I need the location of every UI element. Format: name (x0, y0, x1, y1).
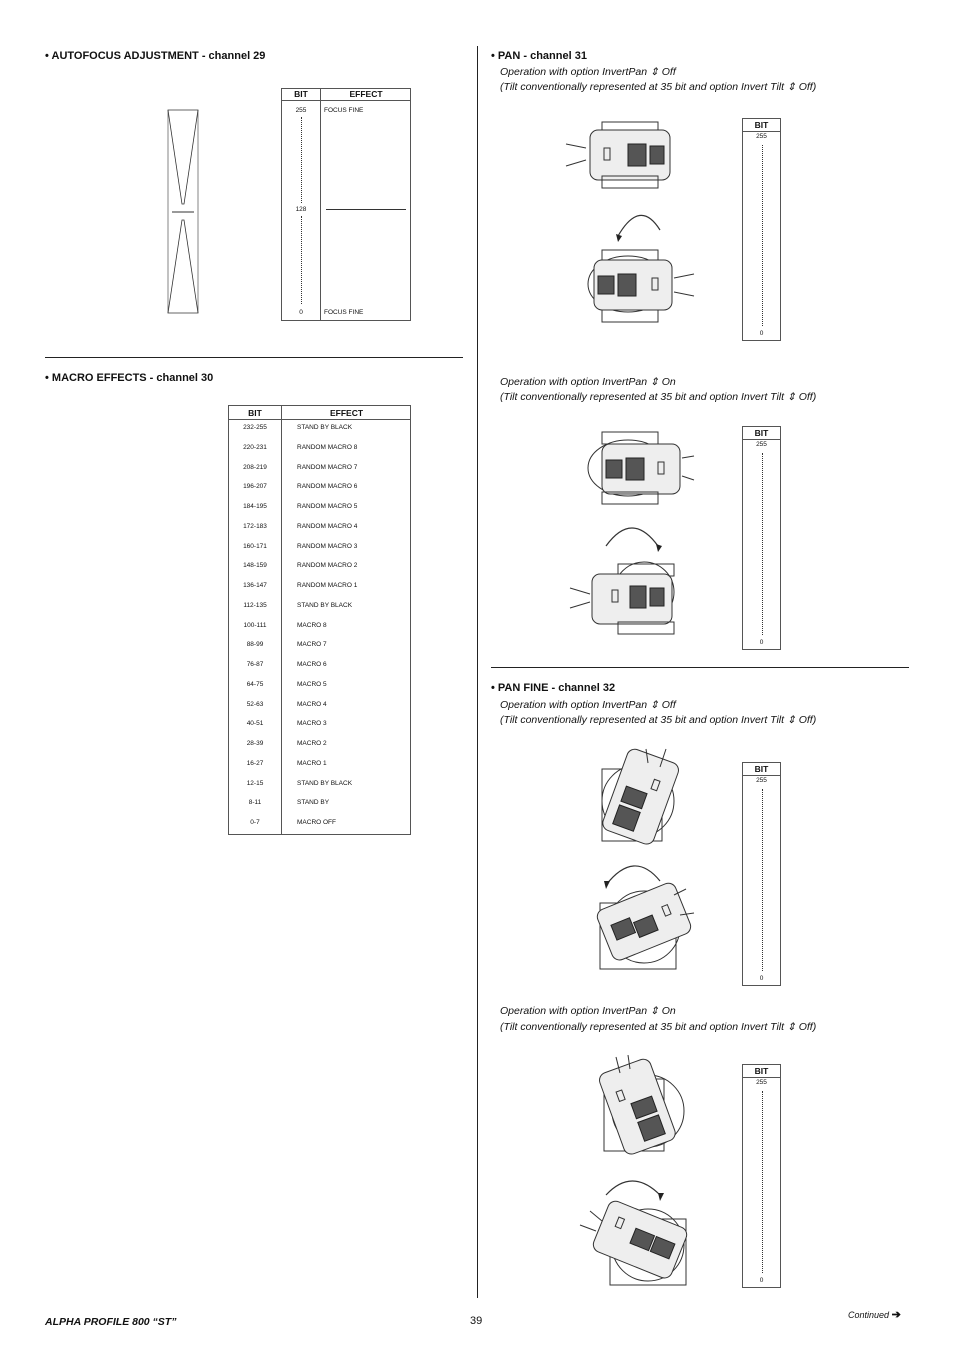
autofocus-effect-bottom: FOCUS FINE (324, 309, 364, 316)
panfine-op2-line2 (500, 1021, 816, 1033)
pan-op1-line1 (500, 66, 676, 78)
pan-op2-label: Operation with option InvertPan (500, 376, 651, 388)
bit-range-dots (762, 789, 763, 971)
panfine-bit-box-2 (742, 1064, 781, 1288)
autofocus-effect-top: FOCUS FINE (324, 107, 364, 114)
moving-head-diagram-panfine-off (588, 745, 700, 977)
pan-op1-note: (Tilt conventionally represented at 35 bit and option Invert Tilt (500, 81, 787, 93)
footer-product-name: ALPHA PROFILE 800 “ST” (45, 1316, 177, 1328)
macro-row-effect: RANDOM MACRO 6 (297, 483, 358, 491)
macro-header-rule (229, 419, 410, 420)
updown-arrow-icon: ⇕ (786, 1021, 796, 1033)
autofocus-dots-lower (301, 216, 302, 304)
panfine-op2-state: On (661, 1005, 676, 1017)
panfine-op1-label: Operation with option InvertPan (500, 699, 651, 711)
macro-row-bit: 52-63 (246, 700, 264, 708)
pan-op2-note-end: Off) (798, 391, 817, 403)
autofocus-header-rule (282, 100, 410, 101)
macro-row-effect: RANDOM MACRO 8 (297, 443, 358, 451)
macro-row-bit: 148-159 (243, 562, 267, 570)
bit-255: 255 (756, 777, 767, 784)
panfine-op1-line2 (500, 714, 816, 726)
bit-range-dots (762, 145, 763, 326)
updown-arrow-icon: ⇕ (650, 699, 659, 711)
autofocus-bit-128: 128 (295, 206, 307, 213)
macro-row-effect: MACRO 4 (297, 700, 327, 708)
panfine-op1-note: (Tilt conventionally represented at 35 bit and option Invert Tilt (500, 714, 787, 726)
macro-row-bit: 16-27 (246, 759, 264, 767)
updown-arrow-icon: ⇕ (786, 391, 796, 403)
autofocus-col-rule (320, 89, 321, 320)
arrow-right-icon: ➔ (891, 1309, 901, 1321)
footer-continued (848, 1308, 901, 1321)
macro-row-bit: 76-87 (246, 661, 264, 668)
macro-row-effect: STAND BY (297, 799, 330, 807)
macro-row-effect: RANDOM MACRO 5 (297, 503, 358, 510)
focus-beam-diagram (162, 108, 204, 316)
macro-row-effect: STAND BY BLACK (297, 424, 353, 431)
macro-row-effect: MACRO OFF (297, 819, 336, 826)
macro-row-bit: 232-255 (243, 424, 267, 431)
macro-row-effect: RANDOM MACRO 3 (297, 542, 358, 550)
macro-row-bit: 100-111 (243, 621, 267, 629)
macro-row-effect: MACRO 5 (297, 680, 327, 688)
pan-op2-state: On (661, 376, 676, 388)
pan-op1-state: Off (661, 66, 676, 78)
autofocus-table (281, 88, 411, 321)
panfine-op2-note-end: Off) (798, 1021, 817, 1033)
macro-heading: • MACRO EFFECTS - channel 30 (45, 372, 214, 384)
macro-row-effect: MACRO 6 (297, 661, 327, 668)
panfine-heading: • PAN FINE - channel 32 (491, 682, 616, 694)
bit-header-rule (743, 439, 780, 440)
bit-title: BIT (754, 1066, 769, 1076)
bit-0: 0 (759, 975, 764, 982)
macro-row-effect: MACRO 2 (297, 740, 327, 747)
autofocus-col-bit: BIT (294, 89, 308, 99)
macro-table (228, 405, 411, 835)
section-rule-right (491, 667, 909, 668)
pan-bit-box-1 (742, 118, 781, 341)
macro-row-effect: STAND BY BLACK (297, 601, 353, 609)
macro-row-bit: 28-39 (246, 740, 264, 747)
bit-range-dots (762, 453, 763, 635)
macro-row-bit: 40-51 (246, 720, 264, 728)
macro-row-effect: MACRO 3 (297, 720, 327, 728)
macro-row-bit: 172-183 (243, 522, 267, 530)
macro-col-rule (281, 406, 282, 834)
bit-0: 0 (759, 1277, 764, 1284)
bit-title: BIT (754, 428, 769, 438)
macro-row-bit: 88-99 (246, 641, 264, 649)
macro-row-bit: 196-207 (243, 483, 267, 491)
updown-arrow-icon: ⇕ (786, 714, 796, 726)
autofocus-midline (326, 209, 406, 210)
macro-row-bit: 184-195 (243, 503, 267, 510)
macro-row-effect: STAND BY BLACK (297, 779, 353, 787)
macro-col-effect: EFFECT (329, 408, 364, 418)
macro-row-bit: 136-147 (243, 582, 267, 589)
bit-header-rule (743, 775, 780, 776)
panfine-op2-line1 (500, 1005, 676, 1017)
macro-row-bit: 12-15 (246, 779, 264, 787)
macro-row-bit: 112-135 (243, 601, 267, 609)
updown-arrow-icon: ⇕ (650, 66, 659, 78)
pan-heading: • PAN - channel 31 (491, 50, 587, 62)
pan-op2-line1 (500, 376, 676, 388)
macro-row-bit: 220-231 (243, 443, 267, 451)
macro-row-effect: RANDOM MACRO 4 (297, 522, 358, 530)
macro-row-bit: 208-219 (243, 463, 267, 471)
bit-255: 255 (756, 441, 767, 448)
autofocus-bit-0: 0 (299, 309, 303, 316)
macro-row-effect: MACRO 8 (297, 621, 327, 629)
pan-op1-note-end: Off) (798, 81, 817, 93)
panfine-op2-label: Operation with option InvertPan (500, 1005, 651, 1017)
pan-op1-line2 (500, 81, 816, 93)
panfine-op1-note-end: Off) (798, 714, 817, 726)
moving-head-diagram-panfine-on (574, 1055, 698, 1295)
macro-row-effect: RANDOM MACRO 1 (297, 582, 358, 589)
macro-col-bit: BIT (248, 408, 262, 418)
page-number: 39 (470, 1315, 483, 1327)
moving-head-diagram-pan-off (562, 118, 702, 330)
panfine-op1-line1 (500, 699, 676, 711)
bit-header-rule (743, 1077, 780, 1078)
panfine-op1-state: Off (661, 699, 676, 711)
panfine-op2-note: (Tilt conventionally represented at 35 bit and option Invert Tilt (500, 1021, 787, 1033)
macro-row-bit: 8-11 (248, 799, 262, 807)
bit-0: 0 (759, 639, 764, 646)
autofocus-dots-upper (301, 117, 302, 203)
section-rule-left (45, 357, 463, 358)
autofocus-bit-255: 255 (295, 107, 307, 114)
continued-label: Continued (848, 1310, 890, 1320)
bit-header-rule (743, 131, 780, 132)
macro-row-effect: MACRO 1 (297, 759, 327, 767)
pan-op2-note: (Tilt conventionally represented at 35 bit and option Invert Tilt (500, 391, 787, 403)
bit-0: 0 (759, 330, 764, 337)
pan-op1-label: Operation with option InvertPan (500, 66, 651, 78)
autofocus-heading: • AUTOFOCUS ADJUSTMENT - channel 29 (45, 50, 266, 62)
pan-op2-line2 (500, 391, 816, 403)
updown-arrow-icon: ⇕ (650, 376, 659, 388)
panfine-bit-box-1 (742, 762, 781, 986)
macro-row-effect: RANDOM MACRO 2 (297, 562, 358, 570)
macro-row-bit: 0-7 (250, 819, 260, 826)
moving-head-diagram-pan-on (562, 428, 702, 640)
macro-row-effect: MACRO 7 (297, 641, 327, 649)
macro-row-bit: 160-171 (243, 542, 267, 550)
updown-arrow-icon: ⇕ (650, 1005, 659, 1017)
bit-range-dots (762, 1091, 763, 1273)
macro-row-effect: RANDOM MACRO 7 (297, 463, 358, 471)
bit-255: 255 (756, 133, 767, 140)
updown-arrow-icon: ⇕ (786, 81, 796, 93)
bit-title: BIT (754, 764, 769, 774)
bit-title: BIT (754, 120, 769, 130)
macro-row-bit: 64-75 (246, 680, 264, 688)
autofocus-col-effect: EFFECT (349, 89, 383, 99)
bit-255: 255 (756, 1079, 767, 1086)
column-divider (477, 46, 478, 1298)
pan-bit-box-2 (742, 426, 781, 650)
